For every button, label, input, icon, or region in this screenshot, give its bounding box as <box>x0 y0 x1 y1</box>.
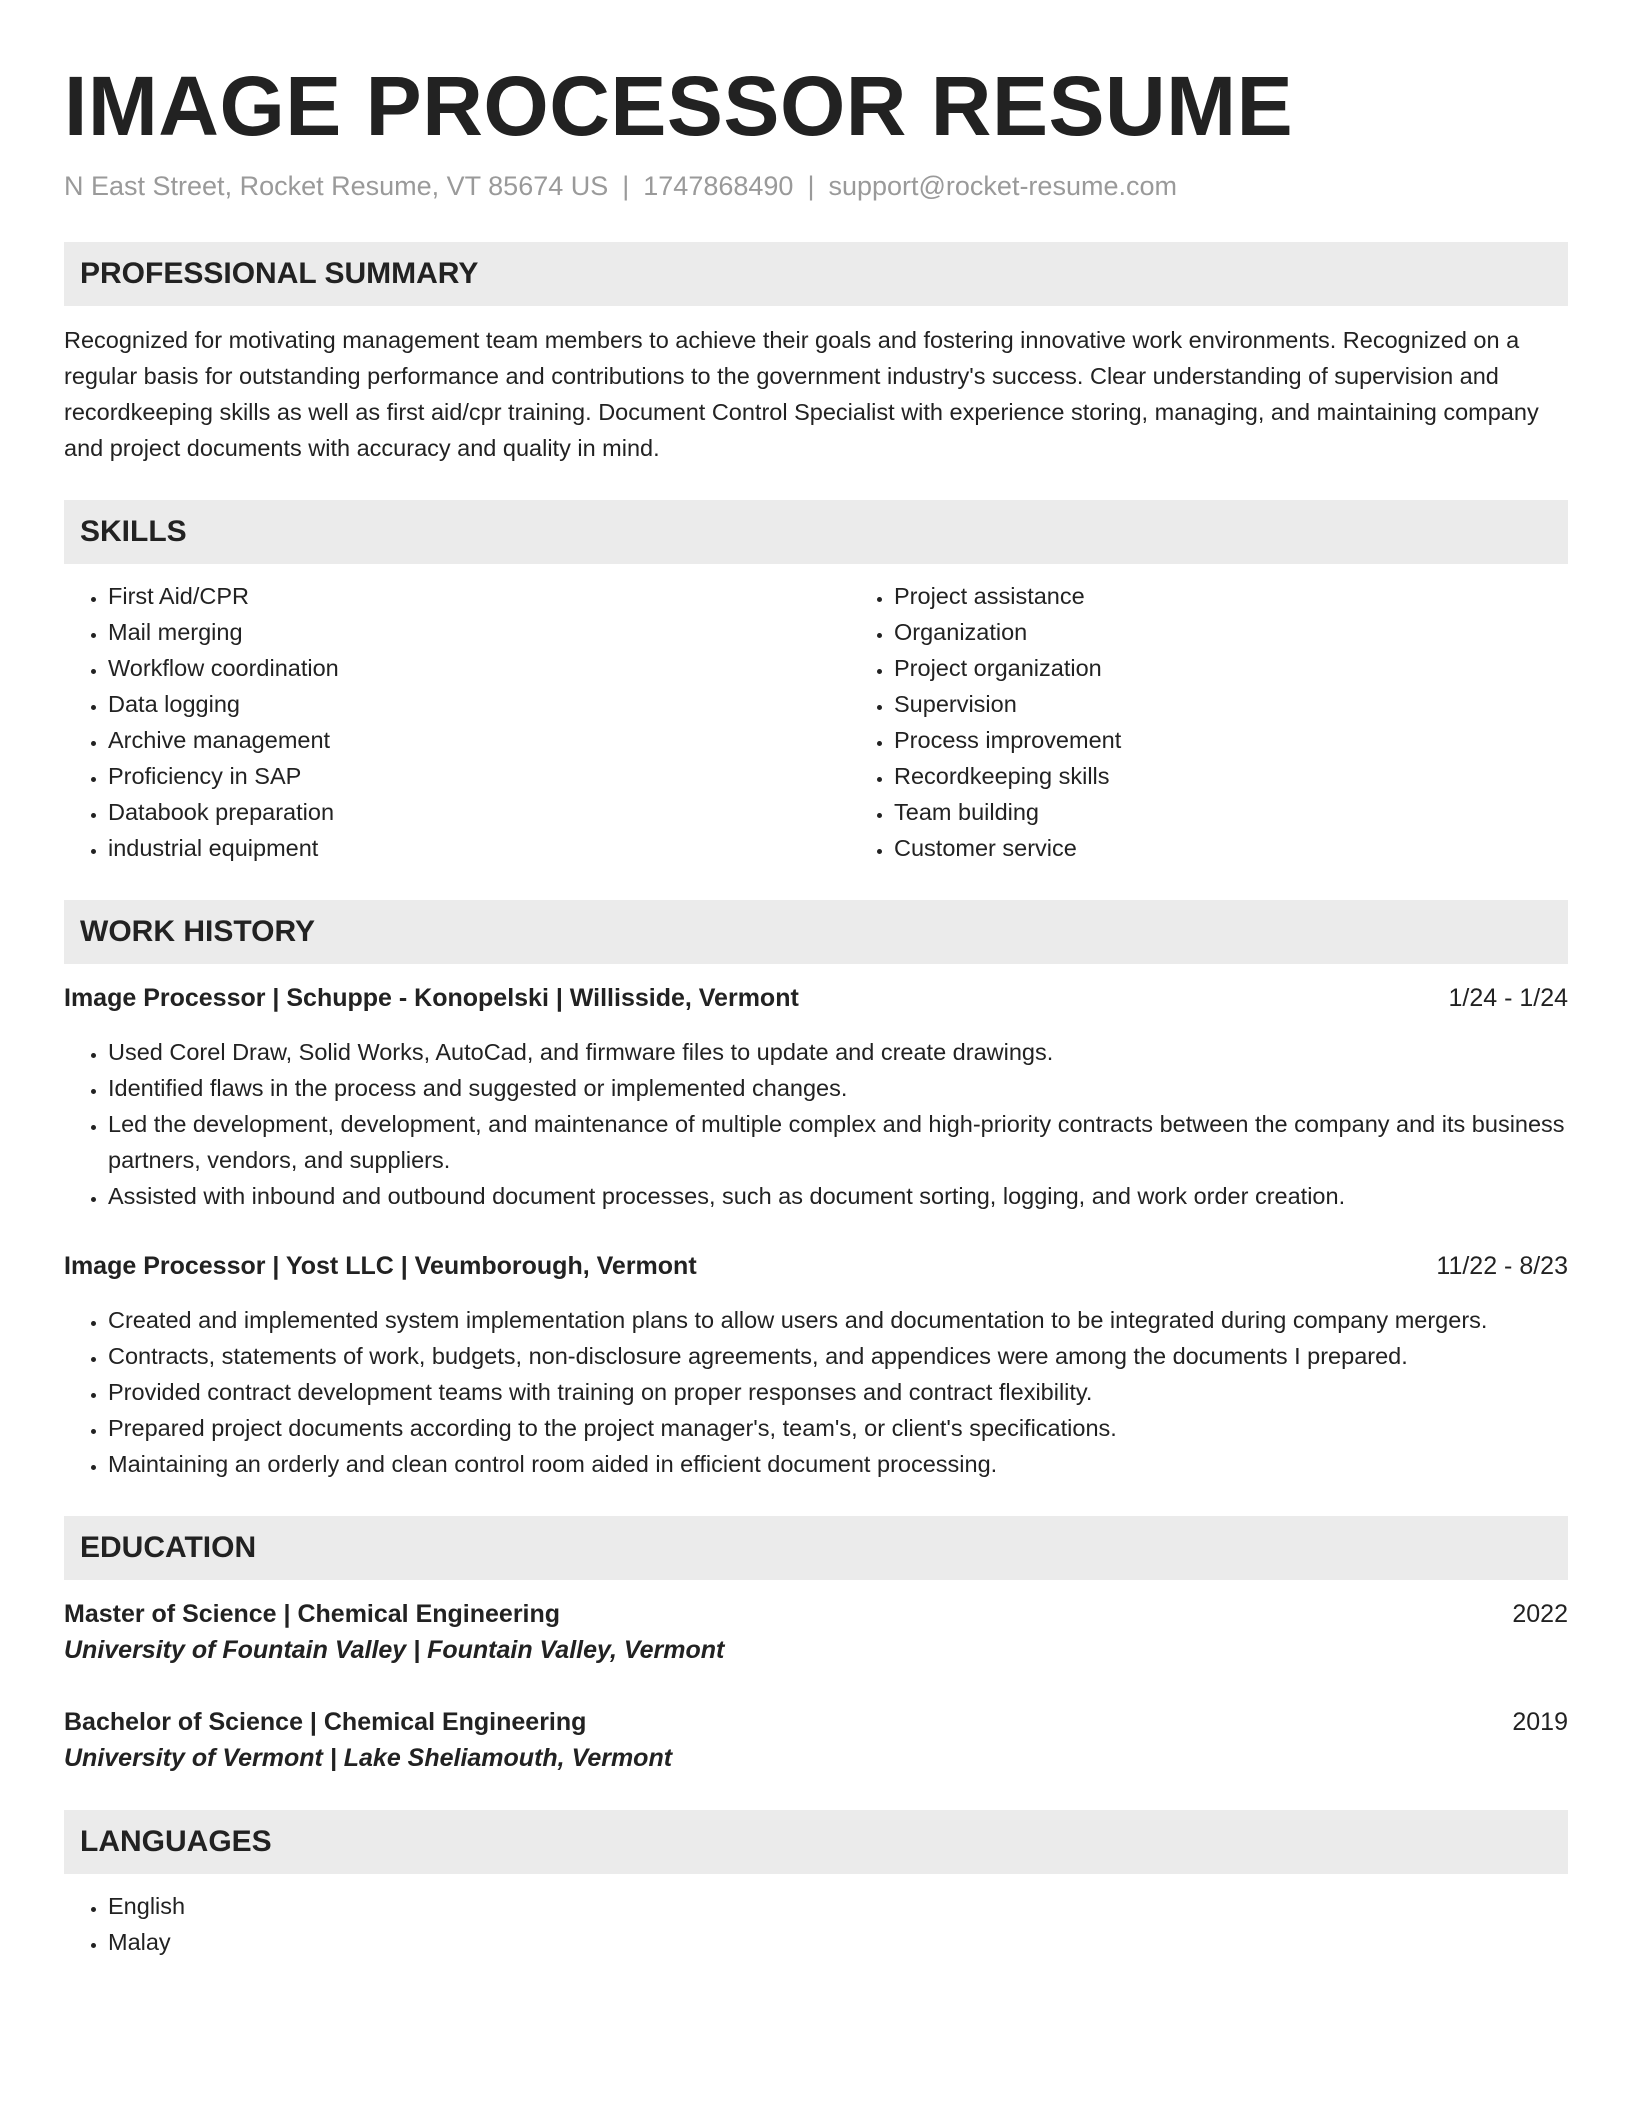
skill-item: • Project assistance <box>894 578 1632 614</box>
education-degree: Bachelor of Science | Chemical Engineering <box>64 1708 587 1736</box>
section-heading-work-history: WORK HISTORY <box>64 900 1568 964</box>
language-item: • English <box>108 1888 1568 1924</box>
skills-list-left <box>64 578 850 866</box>
job-entry <box>64 980 1568 1214</box>
contact-separator: | <box>807 171 815 201</box>
education-entry <box>64 1596 1568 1668</box>
job-bullet: • Prepared project documents according to the project manager's, team's, or client's specifications. <box>108 1410 1568 1446</box>
education-header <box>64 1596 1568 1632</box>
skill-item: • industrial equipment <box>108 830 850 866</box>
education-degree: Master of Science | Chemical Engineering <box>64 1600 561 1628</box>
job-bullet: • Provided contract development teams with training on proper responses and contract flexibility. <box>108 1374 1568 1410</box>
job-dates: 1/24 - 1/24 <box>1448 984 1568 1012</box>
skill-item: • Archive management <box>108 722 850 758</box>
skill-item: • Databook preparation <box>108 794 850 830</box>
job-bullet: • Identified flaws in the process and suggested or implemented changes. <box>108 1070 1568 1106</box>
job-entry <box>64 1248 1568 1482</box>
job-title: Image Processor | Schuppe - Konopelski | Willisside, Vermont <box>64 984 799 1012</box>
skill-item: • Team building <box>894 794 1632 830</box>
education-entry <box>64 1704 1568 1776</box>
education-school: University of Vermont | Lake Sheliamouth, Vermont <box>64 1744 673 1772</box>
education-header <box>64 1704 1568 1740</box>
skill-item: • First Aid/CPR <box>108 578 850 614</box>
skills-grid <box>64 578 1568 866</box>
skill-item: • Recordkeeping skills <box>894 758 1632 794</box>
job-bullet: • Contracts, statements of work, budgets, non-disclosure agreements, and appendices were among the documents I prepared. <box>108 1338 1568 1374</box>
education-school: University of Fountain Valley | Fountain Valley, Vermont <box>64 1636 725 1664</box>
section-heading-languages: LANGUAGES <box>64 1810 1568 1874</box>
contact-separator: | <box>622 171 630 201</box>
section-heading-summary: PROFESSIONAL SUMMARY <box>64 242 1568 306</box>
skill-item: • Workflow coordination <box>108 650 850 686</box>
job-header <box>64 980 1568 1016</box>
contact-line <box>64 168 1568 204</box>
contact-address: N East Street, Rocket Resume, VT 85674 US <box>64 171 609 201</box>
job-bullet: • Led the development, development, and maintenance of multiple complex and high-priority contracts between the company and its business partners, vendors, and suppliers. <box>108 1106 1568 1178</box>
skill-item: • Proficiency in SAP <box>108 758 850 794</box>
skill-item: • Data logging <box>108 686 850 722</box>
language-item: • Malay <box>108 1924 1568 1960</box>
job-title: Image Processor | Yost LLC | Veumborough, Vermont <box>64 1252 697 1280</box>
languages-list <box>64 1888 1568 1960</box>
education-year: 2019 <box>1512 1708 1568 1736</box>
job-bullets <box>64 1034 1568 1214</box>
contact-email: support@rocket-resume.com <box>828 171 1177 201</box>
skill-item: • Mail merging <box>108 614 850 650</box>
resume-title: IMAGE PROCESSOR RESUME <box>64 59 1294 153</box>
job-dates: 11/22 - 8/23 <box>1436 1252 1568 1280</box>
job-bullets <box>64 1302 1568 1482</box>
skills-list-right <box>850 578 1632 866</box>
summary-text: Recognized for motivating management team members to achieve their goals and fostering innovative work environments. Recognized on a regular basis for outstanding performance and contributions to the government industry's success. Clear understanding of supervision and recordkeeping skills as well as first aid/cpr training. Document Control Specialist with experience storing, managing, and maintaining company and project documents with accuracy and quality in mind. <box>64 327 1539 461</box>
contact-phone: 1747868490 <box>643 171 794 201</box>
job-bullet: • Assisted with inbound and outbound document processes, such as document sorting, logging, and work order creation. <box>108 1178 1568 1214</box>
skill-item: • Supervision <box>894 686 1632 722</box>
job-header <box>64 1248 1568 1284</box>
job-bullet: • Used Corel Draw, Solid Works, AutoCad, and firmware files to update and create drawings. <box>108 1034 1568 1070</box>
section-heading-skills: SKILLS <box>64 500 1568 564</box>
skill-item: • Customer service <box>894 830 1632 866</box>
job-bullet: • Maintaining an orderly and clean control room aided in efficient document processing. <box>108 1446 1568 1482</box>
resume-page <box>64 58 1568 1960</box>
skill-item: • Process improvement <box>894 722 1632 758</box>
education-year: 2022 <box>1512 1600 1568 1628</box>
skill-item: • Organization <box>894 614 1632 650</box>
job-bullet: • Created and implemented system implementation plans to allow users and documentation to be integrated during company mergers. <box>108 1302 1568 1338</box>
skill-item: • Project organization <box>894 650 1632 686</box>
section-heading-education: EDUCATION <box>64 1516 1568 1580</box>
